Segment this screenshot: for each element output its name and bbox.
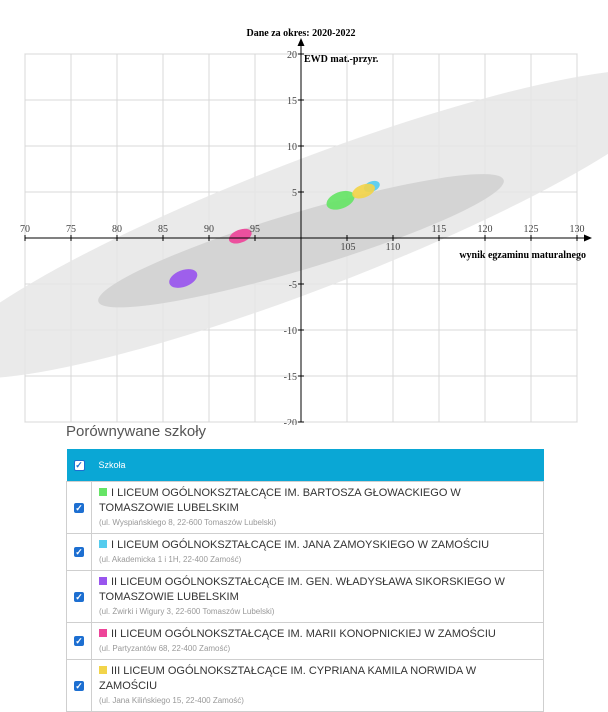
y-tick-label: -20 xyxy=(283,418,297,425)
school-name: II LICEUM OGÓLNOKSZTAŁCĄCE IM. GEN. WŁADYSŁAWA SIKORSKIEGO W TOMASZOWIE LUBELSKIM xyxy=(99,576,505,603)
school-checkbox-cell xyxy=(67,482,92,534)
school-color-swatch xyxy=(99,488,107,496)
x-tick-label: 75 xyxy=(66,224,76,235)
x-tick-label: 105 xyxy=(340,242,356,253)
school-checkbox-cell xyxy=(67,534,92,571)
school-rows xyxy=(67,482,544,712)
x-tick-label: 80 xyxy=(112,224,122,235)
y-tick-label: -5 xyxy=(288,280,297,291)
x-tick-label: 70 xyxy=(20,224,30,235)
x-tick-label: 125 xyxy=(523,224,539,235)
school-name: I LICEUM OGÓLNOKSZTAŁCĄCE IM. JANA ZAMOYSKIEGO W ZAMOŚCIU xyxy=(111,539,490,551)
school-address: (ul. Akademicka 1 i 1H, 22-400 Zamość) xyxy=(99,555,242,564)
school-info-cell xyxy=(92,534,544,571)
school-checkbox[interactable]: ✓ xyxy=(75,547,83,557)
school-name: II LICEUM OGÓLNOKSZTAŁCĄCE IM. MARII KONOPNICKIEJ W ZAMOŚCIU xyxy=(111,628,496,640)
compared-schools-table xyxy=(66,449,544,712)
x-axis-arrow xyxy=(584,235,592,242)
school-checkbox[interactable]: ✓ xyxy=(75,591,83,602)
school-color-swatch xyxy=(99,629,107,637)
school-row xyxy=(67,534,544,571)
select-all-checkbox[interactable]: ✓ xyxy=(75,459,83,470)
x-axis-title: wynik egzaminu maturalnego xyxy=(459,250,586,261)
x-tick-label: 90 xyxy=(204,224,214,235)
x-tick-label: 115 xyxy=(431,224,447,235)
school-checkbox-cell xyxy=(67,571,92,623)
x-tick-label: 110 xyxy=(385,242,401,253)
school-checkbox-cell xyxy=(67,623,92,660)
school-color-swatch xyxy=(99,666,107,674)
x-tick-label: 120 xyxy=(477,224,493,235)
school-name: I LICEUM OGÓLNOKSZTAŁCĄCE IM. BARTOSZA GŁOWACKIEGO W TOMASZOWIE LUBELSKIM xyxy=(99,487,461,514)
school-address: (ul. Wyspiańskiego 8, 22-600 Tomaszów Lubelski) xyxy=(99,518,277,527)
school-color-swatch xyxy=(99,540,107,548)
y-tick-label: -15 xyxy=(283,372,297,383)
school-row xyxy=(67,623,544,660)
x-tick-label: 130 xyxy=(569,224,585,235)
school-info-cell xyxy=(92,660,544,712)
school-checkbox[interactable]: ✓ xyxy=(75,680,83,691)
y-axis-arrow xyxy=(298,38,305,46)
school-name: III LICEUM OGÓLNOKSZTAŁCĄCE IM. CYPRIANA KAMILA NORWIDA W ZAMOŚCIU xyxy=(99,665,477,692)
y-tick-label: -10 xyxy=(283,326,297,337)
y-tick-label: 20 xyxy=(287,50,297,61)
x-tick-label: 95 xyxy=(250,224,260,235)
y-tick-label: 15 xyxy=(287,96,297,107)
table-header-row xyxy=(67,449,544,482)
y-axis-title: EWD mat.-przyr. xyxy=(304,54,379,65)
x-tick-label: 85 xyxy=(158,224,168,235)
y-tick-label: 5 xyxy=(292,188,297,199)
school-row xyxy=(67,482,544,534)
chart-title: Dane za okres: 2020-2022 xyxy=(246,28,356,39)
school-row xyxy=(67,571,544,623)
school-info-cell xyxy=(92,482,544,534)
school-address: (ul. Partyzantów 68, 22-400 Zamość) xyxy=(99,644,231,653)
school-column-header: Szkoła xyxy=(92,449,544,482)
school-row xyxy=(67,660,544,712)
school-address: (ul. Jana Kilińskiego 15, 22-400 Zamość) xyxy=(99,696,244,705)
school-color-swatch xyxy=(99,577,107,585)
compared-schools-title: Porównywane szkoły xyxy=(66,423,207,440)
school-checkbox[interactable]: ✓ xyxy=(75,636,83,646)
school-checkbox-cell xyxy=(67,660,92,712)
school-checkbox[interactable]: ✓ xyxy=(75,502,83,513)
confidence-ellipses xyxy=(0,22,608,425)
school-address: (ul. Żwirki i Wigury 3, 22-600 Tomaszów Lubelski) xyxy=(99,607,275,616)
y-tick-label: 10 xyxy=(287,142,297,153)
select-all-cell xyxy=(67,449,92,482)
school-info-cell xyxy=(92,623,544,660)
school-info-cell xyxy=(92,571,544,623)
